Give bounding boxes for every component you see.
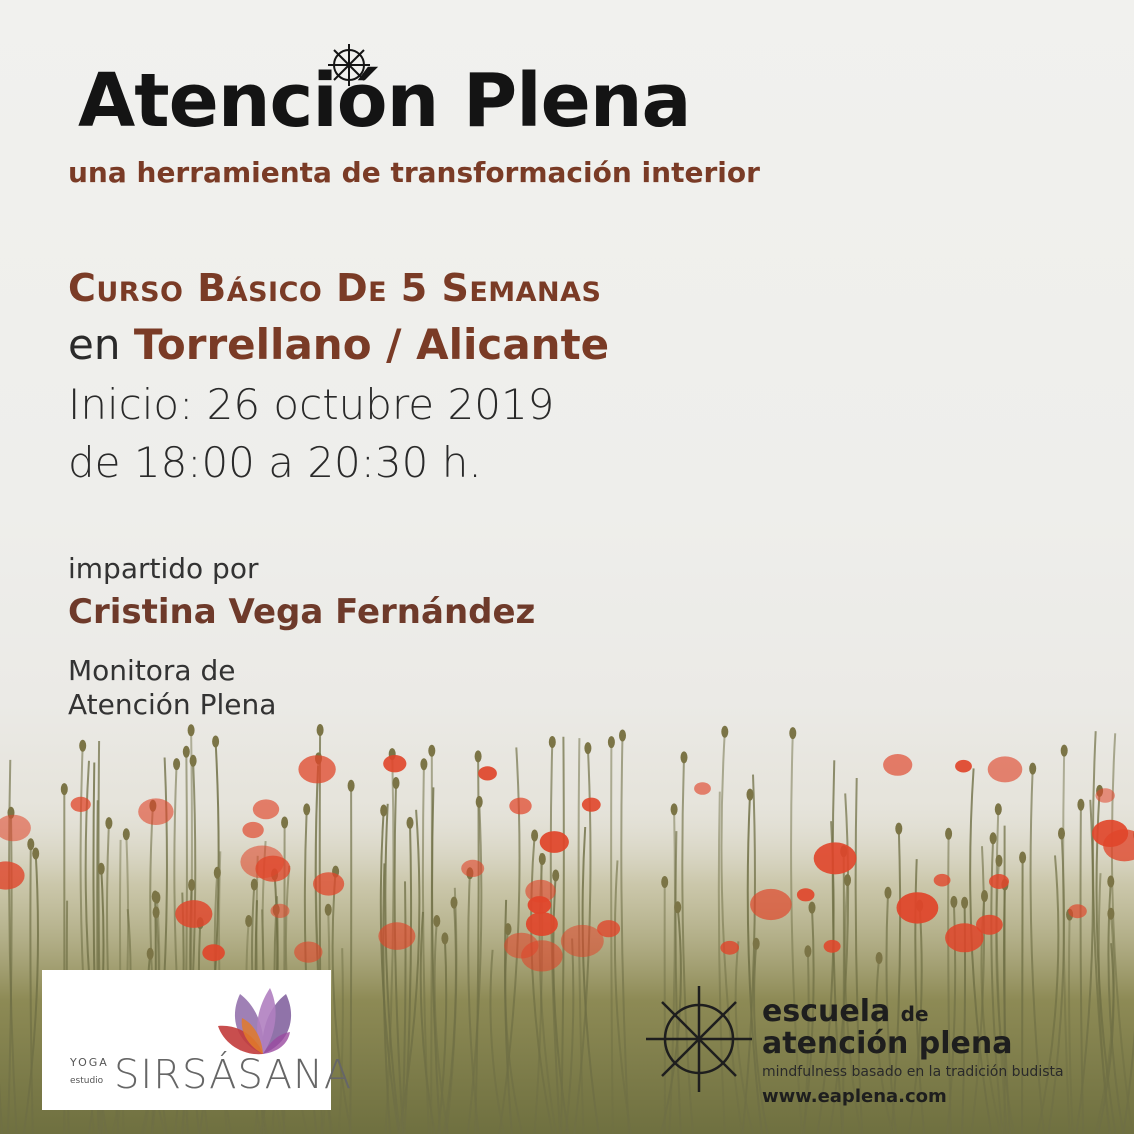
poppy-bud <box>420 758 427 770</box>
poppy-bud <box>584 742 591 754</box>
poppy-bud <box>950 896 957 908</box>
poppy-bud <box>608 736 615 748</box>
poppy-bud <box>885 887 892 899</box>
poppy-bud <box>753 938 760 950</box>
poppy-bud <box>451 897 458 909</box>
poppy-flower <box>814 842 857 874</box>
poppy-bud <box>1107 876 1114 888</box>
poppy-bud <box>428 745 435 757</box>
poppy-bud <box>251 879 258 891</box>
poppy-bud <box>661 876 668 888</box>
poppy-bud <box>153 906 160 918</box>
poppy-flower <box>582 798 601 812</box>
poppy-bud <box>245 915 252 927</box>
poppy-flower <box>525 880 555 903</box>
poppy-bud <box>945 828 952 840</box>
course-hours: de 18:00 a 20:30 h. <box>68 438 482 487</box>
poppy-flower <box>989 874 1009 889</box>
poppy-bud <box>476 796 483 808</box>
page-title: Atención Plena <box>78 58 691 144</box>
poppy-bud <box>212 736 219 748</box>
poppy-bud <box>789 727 796 739</box>
poppy-bud <box>147 948 154 960</box>
poppy-flower <box>509 798 531 815</box>
poppy-bud <box>441 932 448 944</box>
poppy-bud <box>895 823 902 835</box>
poppy-bud <box>183 746 190 758</box>
poppy-bud <box>619 730 626 742</box>
poppy-flower <box>242 822 263 838</box>
poppy-flower <box>694 782 711 795</box>
location-prefix: en <box>68 320 121 369</box>
poppy-bud <box>981 890 988 902</box>
poppy-flower <box>945 923 984 952</box>
poppy-bud <box>380 805 387 817</box>
school-name-line2: atención plena <box>762 1026 1013 1061</box>
poppy-flower <box>461 860 484 877</box>
poppy-bud <box>188 724 195 736</box>
poppy-bud <box>552 870 559 882</box>
poppy-flower <box>1068 904 1087 918</box>
school-website: www.eaplena.com <box>762 1086 947 1107</box>
poppy-flower <box>597 920 620 937</box>
poppy-flower <box>883 754 912 776</box>
poppy-bud <box>214 867 221 879</box>
poppy-flower <box>988 756 1023 782</box>
poppy-bud <box>32 848 39 860</box>
poppy-bud <box>61 783 68 795</box>
poppy-bud <box>539 853 546 865</box>
poppy-bud <box>98 863 105 875</box>
poppy-bud <box>123 828 130 840</box>
poppy-bud <box>188 879 195 891</box>
poppy-bud <box>348 780 355 792</box>
poppy-flower <box>797 888 815 901</box>
poppy-bud <box>844 874 851 886</box>
poppy-bud <box>995 803 1002 815</box>
instructor-role-line1: Monitora de <box>68 654 236 687</box>
school-name-line1 <box>762 994 929 1029</box>
poppy-flower <box>824 940 841 953</box>
poppy-bud <box>549 736 556 748</box>
school-tagline: mindfulness basado en la tradición budista <box>762 1064 1064 1080</box>
poppy-flower <box>1096 788 1115 803</box>
poppy-bud <box>531 830 538 842</box>
poppy-flower <box>955 760 972 773</box>
lotus-logo-icon <box>218 984 308 1062</box>
poppy-bud <box>804 945 811 957</box>
poppy-bud <box>681 751 688 763</box>
course-location <box>68 320 609 369</box>
poppy-flower <box>313 872 344 895</box>
poppy-flower <box>253 799 279 819</box>
course-name: Curso Básico De 5 Semanas <box>68 266 602 310</box>
poppy-flower <box>240 846 284 879</box>
poppy-flower <box>504 933 538 959</box>
instructor-role-line2: Atención Plena <box>68 688 277 721</box>
grass-stem <box>1022 858 1023 1134</box>
poppy-flower <box>378 922 415 950</box>
partner-estudio-label: estudio <box>70 1076 104 1086</box>
page-subtitle: una herramienta de transformación interior <box>68 156 760 189</box>
poppy-bud <box>1029 763 1036 775</box>
poppy-bud <box>1061 745 1068 757</box>
poppy-bud <box>475 750 482 762</box>
poppy-bud <box>809 902 816 914</box>
poppy-bud <box>1019 852 1026 864</box>
poppy-bud <box>79 740 86 752</box>
poppy-bud <box>876 952 883 964</box>
poppy-flower <box>897 892 939 923</box>
partner-logo-card <box>42 970 353 1110</box>
instructor-name: Cristina Vega Fernández <box>68 592 536 632</box>
school-name-escuela: escuela <box>762 994 891 1029</box>
poppy-flower <box>271 904 290 918</box>
poppy-bud <box>996 855 1003 867</box>
poppy-bud <box>190 755 197 767</box>
poppy-bud <box>152 891 159 903</box>
poppy-bud <box>407 817 414 829</box>
partner-brand-name: SIRSÁSANA <box>114 1052 353 1098</box>
poppy-bud <box>27 838 34 850</box>
poppy-bud <box>1058 828 1065 840</box>
poppy-flower <box>298 755 335 783</box>
poppy-flower <box>750 889 792 920</box>
poppy-flower <box>478 766 497 780</box>
poppy-flower <box>934 874 951 887</box>
poppy-bud <box>747 789 754 801</box>
poppy-bud <box>105 817 112 829</box>
partner-yoga-label: YOGA <box>70 1056 109 1069</box>
poppy-bud <box>317 724 324 736</box>
poppy-flower <box>175 900 212 928</box>
course-start-date: Inicio: 26 octubre 2019 <box>68 380 555 429</box>
poppy-bud <box>671 803 678 815</box>
location-name: Torrellano / Alicante <box>133 320 610 369</box>
poppy-flower <box>294 942 322 963</box>
poppy-bud <box>303 803 310 815</box>
poppy-bud <box>1077 799 1084 811</box>
poppy-flower <box>202 944 225 961</box>
poppy-bud <box>173 758 180 770</box>
poppy-bud <box>961 897 968 909</box>
poppy-bud <box>505 923 512 935</box>
poppy-bud <box>990 832 997 844</box>
poppy-flower <box>71 797 91 812</box>
poppy-flower <box>383 755 406 772</box>
poppy-flower <box>138 798 173 825</box>
poppy-bud <box>433 915 440 927</box>
poppy-flower <box>526 912 558 936</box>
instructor-intro: impartido por <box>68 552 259 585</box>
school-emblem-icon <box>644 984 754 1094</box>
poppy-bud <box>721 726 728 738</box>
school-name-de: de <box>900 1002 929 1026</box>
poppy-bud <box>1107 908 1114 920</box>
poppy-bud <box>325 904 332 916</box>
poppy-flower <box>540 831 569 853</box>
poppy-bud <box>674 901 681 913</box>
poppy-bud <box>281 817 288 829</box>
poppy-flower <box>720 941 739 955</box>
poppy-bud <box>393 777 400 789</box>
